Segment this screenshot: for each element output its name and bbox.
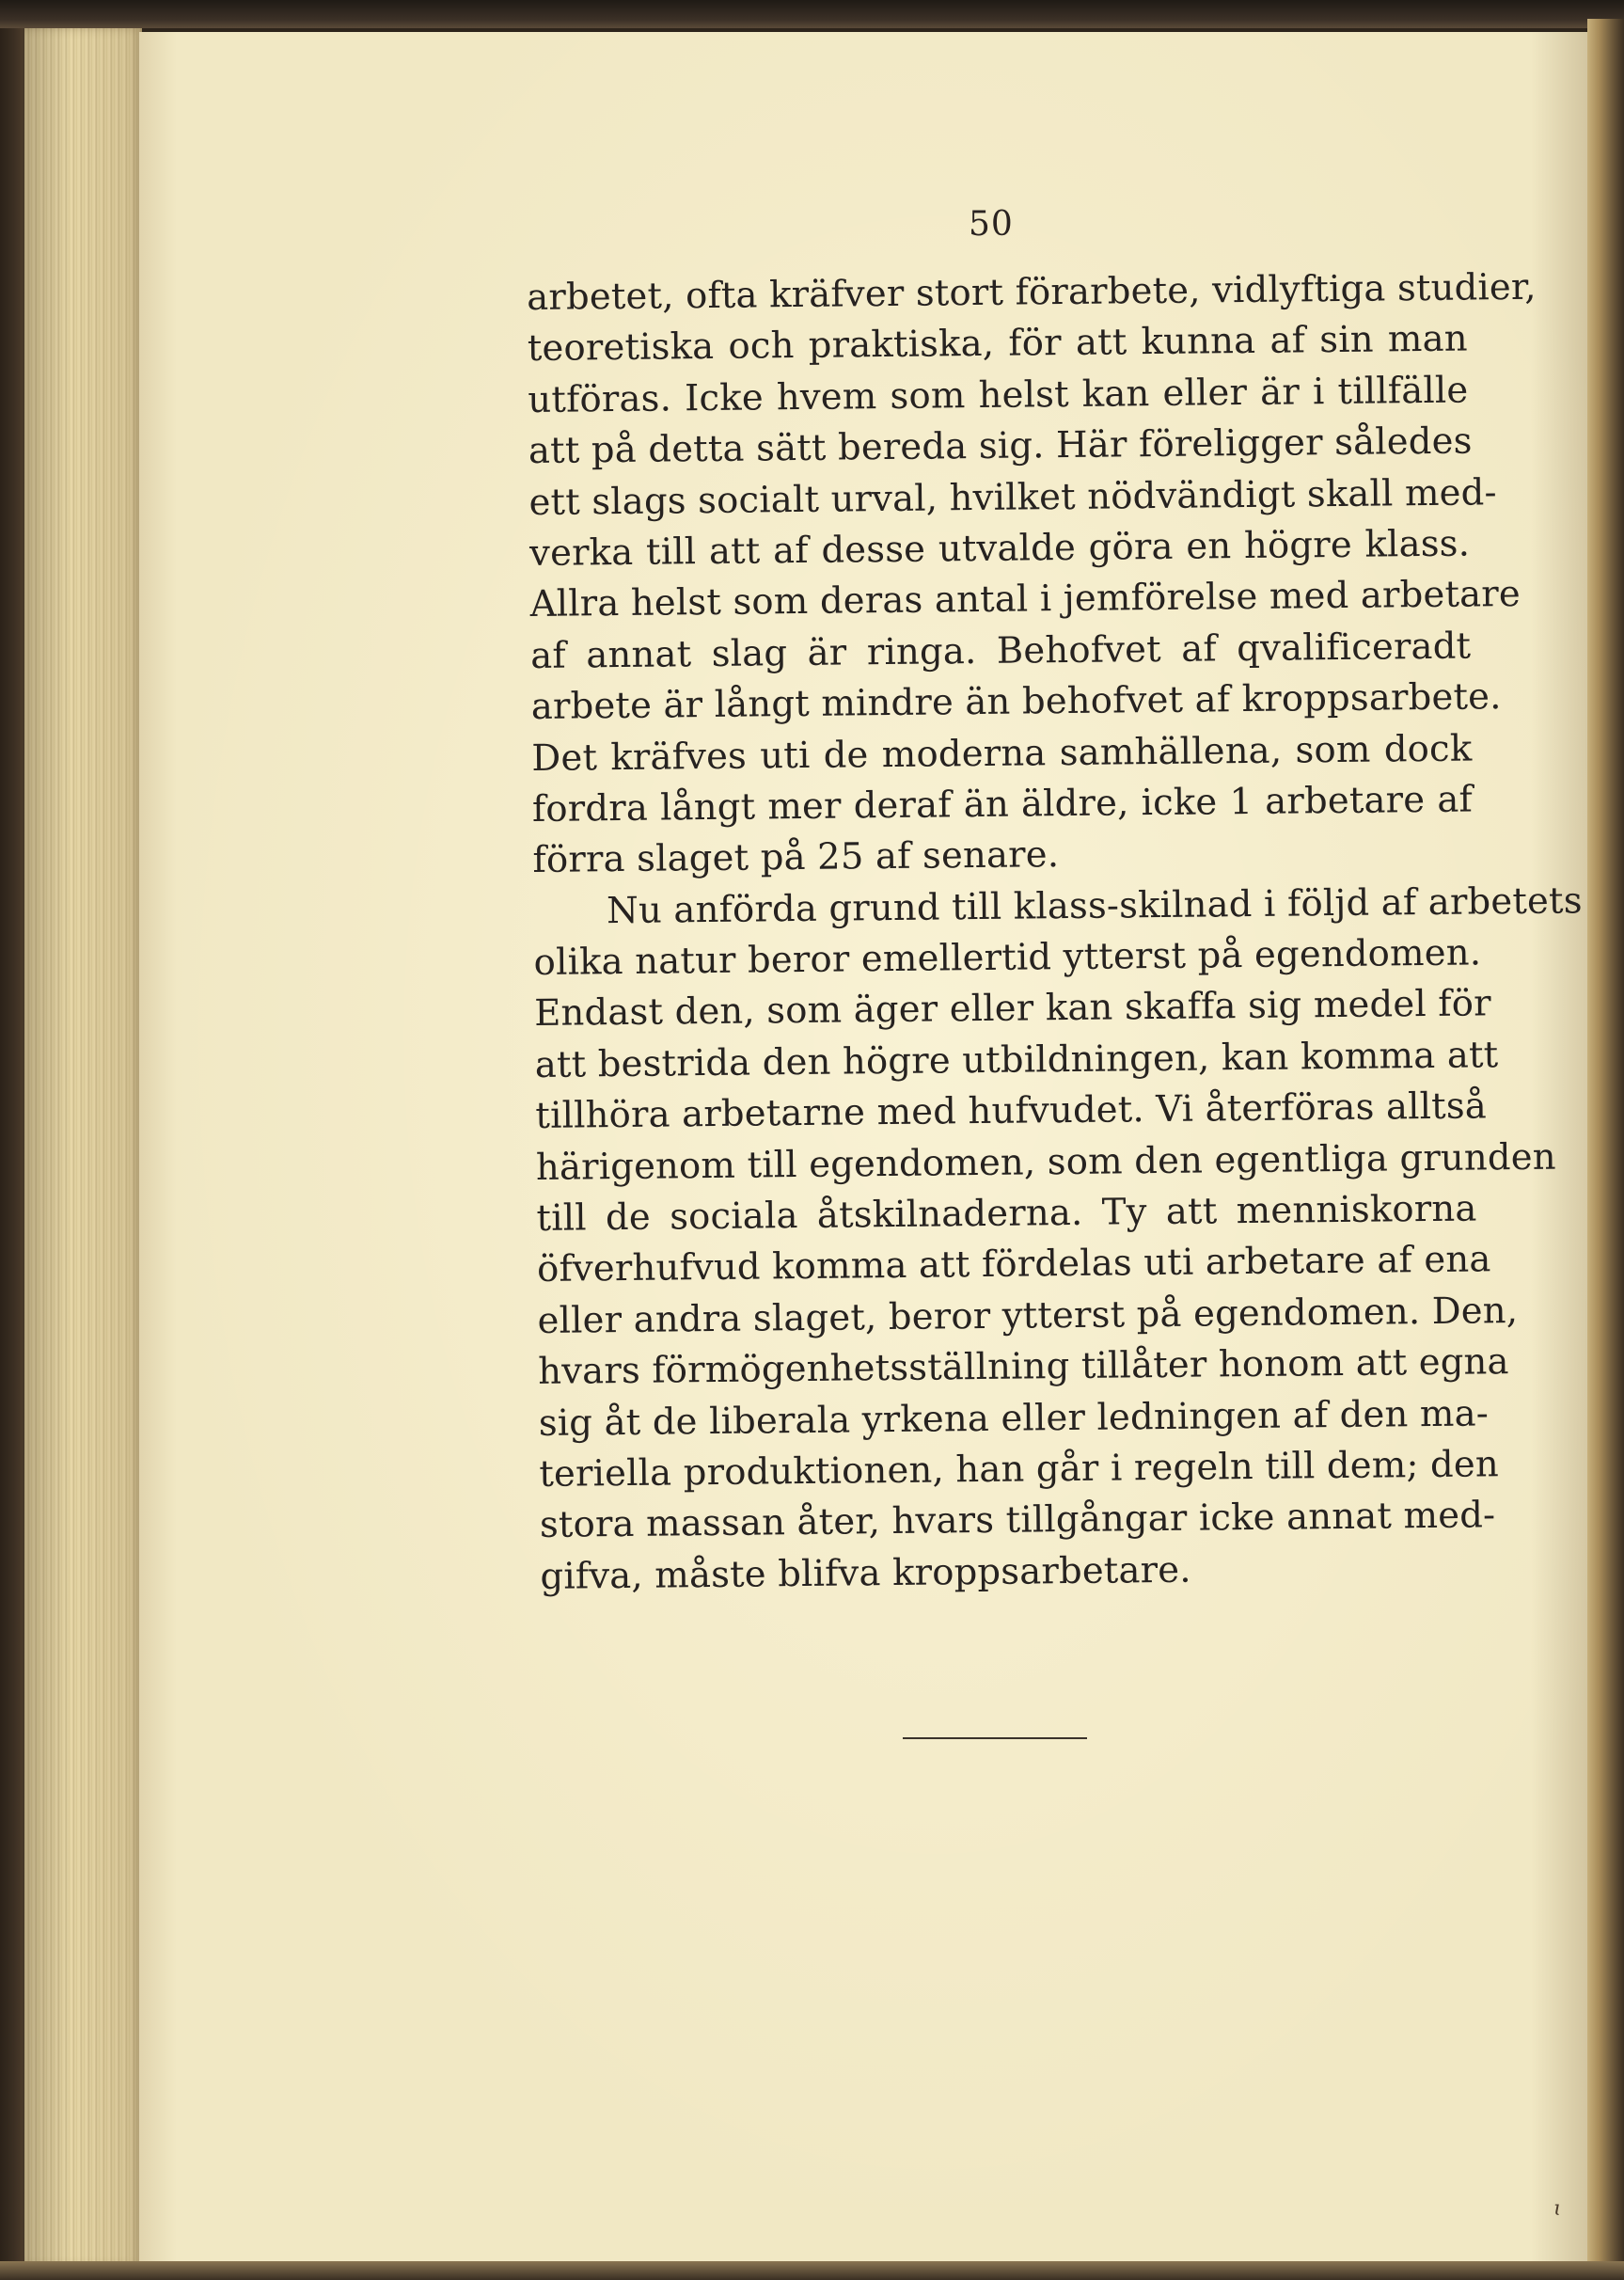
corner-mark: ɩ	[1553, 2197, 1562, 2221]
page-number: 50	[969, 205, 1014, 244]
paragraph-1	[527, 263, 1537, 887]
text-line: verka till att af desse utvalde göra en högre klass.	[528, 522, 1471, 575]
text-line: tillhöra arbetarne med hufvudet. Vi återföras alltså	[535, 1085, 1488, 1138]
text-line: olika natur beror emellertid ytterst på egendomen.	[533, 931, 1482, 985]
page-edges-shadow	[24, 28, 142, 2267]
text-line: hvars förmögenhetsställning tillåter honom att egna	[538, 1340, 1509, 1394]
text-line: utföras. Icke hvem som helst kan eller är i tillfälle	[528, 369, 1469, 421]
text-line: till de sociala åtskilnaderna. Ty att menniskorna	[536, 1187, 1477, 1240]
body-text	[527, 263, 1583, 1604]
text-line: arbete är långt mindre än behofvet af kroppsarbete.	[530, 675, 1502, 729]
text-line: eller andra slaget, beror ytterst på egendomen. Den,	[537, 1289, 1519, 1342]
text-line: stora massan åter, hvars tillgångar icke annat med-	[539, 1494, 1496, 1547]
text-line: att bestrida den högre utbildningen, kan komma att	[534, 1034, 1499, 1086]
text-line: öfverhufvud komma att fördelas uti arbetare af ena	[536, 1238, 1491, 1291]
text-line: sig åt de liberala yrkena eller ledningen af den ma-	[538, 1391, 1490, 1445]
binding-gutter	[1587, 19, 1624, 2280]
paragraph-2	[533, 877, 1583, 1603]
end-rule	[903, 1737, 1087, 1739]
text-line: förra slaget på 25 af senare.	[532, 833, 1060, 882]
text-line: Allra helst som deras antal i jemförelse med arbetare	[529, 573, 1522, 626]
text-line: Det kräfves uti de moderna samhällena, som dock	[531, 727, 1473, 780]
text-line: af annat slag är ringa. Behofvet af qvalificeradt	[530, 625, 1472, 677]
book-bottom-edge	[0, 2261, 1624, 2280]
text-line: Nu anförda grund till klass-skilnad i följd af arbetets	[606, 879, 1583, 932]
text-line: teriella produktionen, han går i regeln till dem; den	[539, 1443, 1500, 1496]
text-line: ett slags socialt urval, hvilket nödvändigt skall med-	[528, 470, 1497, 524]
text-line: teoretiska och praktiska, för att kunna af sin man	[527, 317, 1469, 371]
text-line: arbetet, ofta kräfver stort förarbete, vidlyftiga studier,	[527, 265, 1537, 319]
text-line: härigenom till egendomen, som den egentliga grunden	[535, 1135, 1556, 1189]
text-line: gifva, måste blifva kroppsarbetare.	[540, 1548, 1191, 1598]
text-line: fordra långt mer deraf än äldre, icke 1 arbetare af	[531, 778, 1474, 831]
text-line: att på detta sätt bereda sig. Här föreligger således	[528, 420, 1473, 473]
book-cover-edge	[0, 0, 1624, 28]
text-line: Endast den, som äger eller kan skaffa sig medel för	[534, 982, 1491, 1036]
